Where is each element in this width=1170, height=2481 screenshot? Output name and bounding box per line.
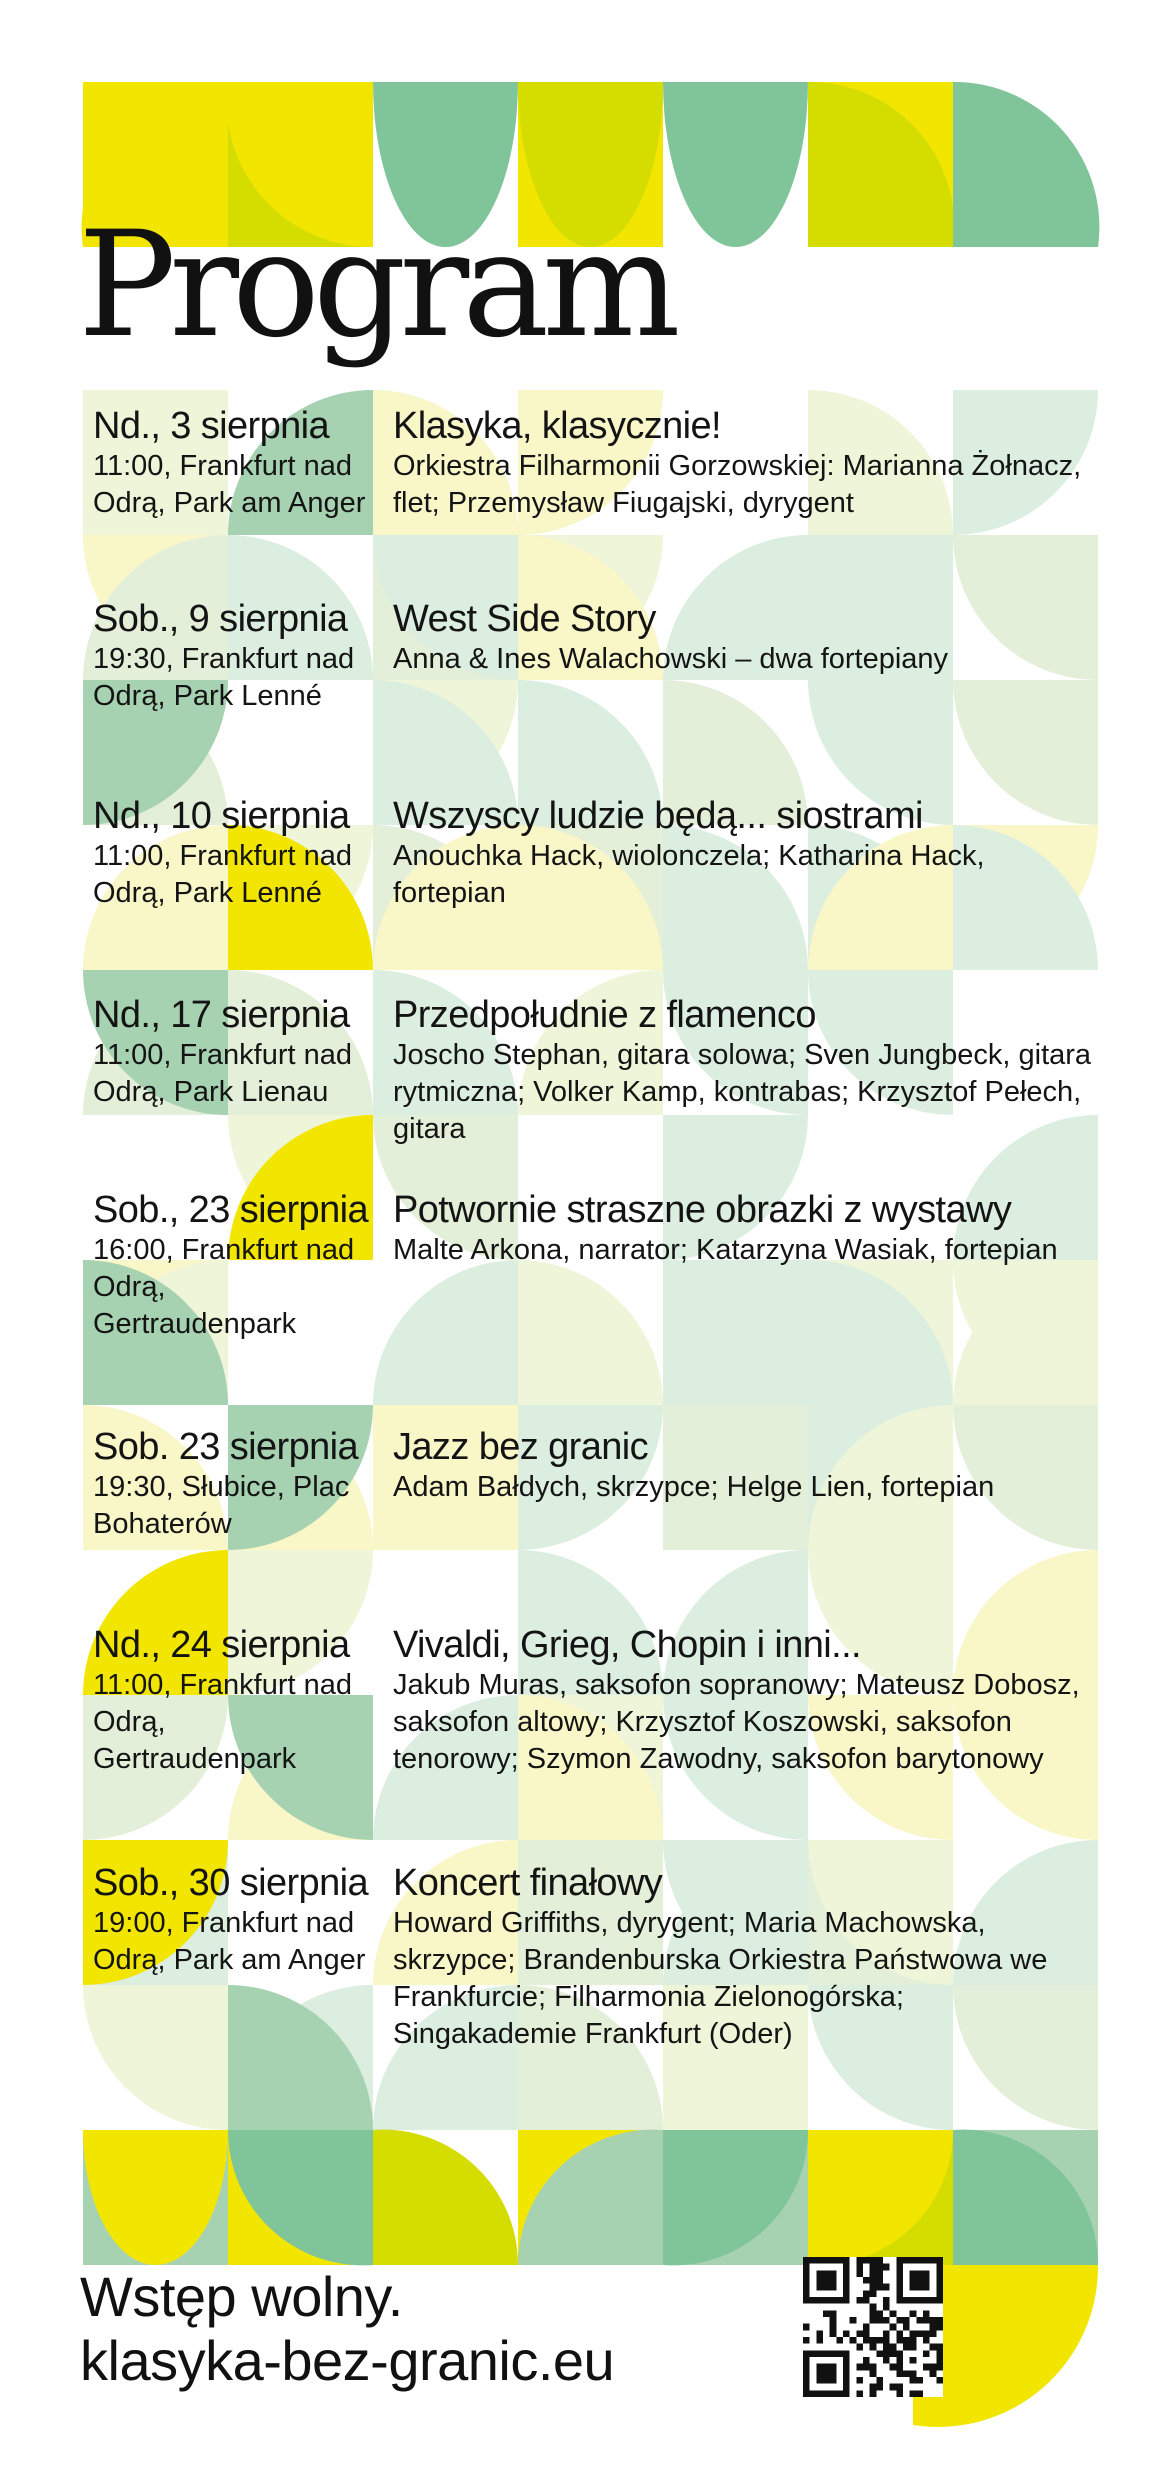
qr-code-icon[interactable]	[803, 2257, 943, 2397]
event-title: Koncert finałowy	[393, 1862, 663, 1904]
decorative-shape	[518, 680, 663, 825]
admission-note: Wstęp wolny.	[80, 2265, 403, 2328]
decorative-shape	[518, 1550, 663, 1695]
decorative-shape	[953, 1840, 1098, 1985]
decorative-shape	[518, 1405, 663, 1550]
decorative-shape	[518, 970, 663, 1115]
decorative-shape	[953, 1115, 1098, 1260]
event-title: Przedpołudnie z flamenco	[393, 994, 816, 1036]
footer	[80, 2265, 614, 2393]
decorative-shape	[663, 1985, 808, 2130]
decorative-shape	[808, 680, 953, 825]
event-performers: Anouchka Hack, wiolonczela; Katharina Hack, fortepian	[393, 840, 985, 909]
decorative-shape	[373, 390, 518, 535]
event-performers: Anna & Ines Walachowski – dwa fortepiany	[393, 643, 949, 675]
decorative-shape	[953, 1985, 1098, 2130]
event-performers: Joscho Stephan, gitara solowa; Sven Jungbeck, gitara rytmiczna; Volker Kamp, kontrabas; Krzysztof Pełech, gitara	[393, 1039, 1092, 1145]
page-title: Program	[78, 200, 674, 370]
decorative-shape	[663, 1550, 808, 1695]
event-title: Klasyka, klasycznie!	[393, 405, 722, 447]
event-date: Sob. 23 sierpnia	[93, 1426, 359, 1468]
decorative-shape	[373, 2130, 518, 2265]
event-date: Nd., 17 sierpnia	[93, 994, 350, 1036]
decorative-shape	[953, 1695, 1098, 1840]
decorative-shape	[953, 535, 1098, 680]
decorative-shape	[228, 970, 373, 1115]
event-date: Nd., 3 sierpnia	[93, 405, 330, 447]
event-venue: 11:00, Frankfurt nad Odrą, Park am Anger	[93, 450, 366, 519]
decorative-shape	[953, 1550, 1098, 1695]
event-title: West Side Story	[393, 598, 656, 640]
event-date: Sob., 23 sierpnia	[93, 1189, 368, 1231]
event-venue: 11:00, Frankfurt nad Odrą, Park Lenné	[93, 840, 353, 909]
decorative-shape	[808, 970, 953, 1115]
decorative-shape	[953, 82, 1099, 247]
decorative-shape	[953, 680, 1098, 825]
event-title: Wszyscy ludzie będą... siostrami	[393, 795, 923, 837]
decorative-shape	[663, 1695, 808, 1840]
decorative-shape	[228, 390, 373, 535]
decorative-shape	[83, 1550, 228, 1695]
decorative-shape	[808, 1550, 953, 1695]
decorative-shape	[373, 1840, 518, 1985]
decorative-shape	[663, 970, 808, 1115]
decorative-shape	[663, 680, 808, 825]
decorative-shape	[228, 1550, 373, 1695]
decorative-shape	[83, 1405, 228, 1550]
decorative-shape	[373, 1985, 518, 2130]
decorative-shape	[953, 390, 1098, 535]
event-venue: 11:00, Frankfurt nad Odrą, Gertraudenpark	[93, 1669, 353, 1775]
decorative-shape	[663, 535, 808, 680]
decorative-shape	[808, 535, 953, 680]
decorative-shape	[83, 1985, 228, 2130]
decorative-shape	[518, 390, 663, 535]
decorative-shape	[373, 1695, 518, 1840]
decorative-shape	[518, 1840, 663, 1985]
event-date: Nd., 10 sierpnia	[93, 795, 350, 837]
event-date: Nd., 24 sierpnia	[93, 1624, 350, 1666]
decorative-shape	[518, 1260, 663, 1405]
decorative-shape	[663, 825, 808, 970]
decorative-shape	[808, 390, 953, 535]
decorative-shape	[83, 825, 228, 970]
decorative-shape	[953, 1405, 1098, 1550]
event-title: Vivaldi, Grieg, Chopin i inni...	[393, 1624, 862, 1666]
decorative-shape	[518, 1985, 663, 2130]
decorative-shape	[373, 1260, 518, 1405]
event-venue: 19:00, Frankfurt nad Odrą, Park am Anger	[93, 1907, 366, 1976]
event-title: Potwornie straszne obrazki z wystawy	[393, 1189, 1012, 1231]
decorative-shape	[373, 1115, 518, 1260]
event-venue: 16:00, Frankfurt nad Odrą, Gertraudenpark	[93, 1234, 355, 1340]
decorative-shape	[228, 535, 373, 680]
decorative-shape	[663, 82, 808, 247]
event-performers: Jakub Muras, saksofon sopranowy; Mateusz Dobosz, saksofon altowy; Krzysztof Koszowski, saksofon tenorowy; Szymon Zawodny, saksofon barytonowy	[393, 1669, 1080, 1775]
event-venue: 11:00, Frankfurt nad Odrą, Park Lienau	[93, 1039, 353, 1108]
decorative-shape	[808, 1985, 953, 2130]
event-venue: 19:30, Słubice, Plac Bohaterów	[93, 1471, 350, 1540]
decorative-shape	[808, 1695, 953, 1840]
decorative-shape	[663, 1115, 808, 1260]
event-date: Sob., 30 sierpnia	[93, 1862, 368, 1904]
event-performers: Orkiestra Filharmonii Gorzowskiej: Marianna Żołnacz, flet; Przemysław Fiugajski, dyrygent	[393, 450, 1082, 519]
website-link[interactable]: klasyka-bez-granic.eu	[80, 2329, 615, 2392]
decorative-shape	[663, 1405, 808, 1550]
event-performers: Howard Griffiths, dyrygent; Maria Machowska, skrzypce; Brandenburska Orkiestra Państwowa we Frankfurcie; Filharmonia Zielonogórska; Singakademie Frankfurt (Oder)	[393, 1907, 1048, 2050]
decorative-shape	[373, 970, 518, 1115]
decorative-shape	[83, 1695, 228, 1840]
event-performers: Adam Bałdych, skrzypce; Helge Lien, fortepian	[393, 1471, 995, 1503]
event-title: Jazz bez granic	[393, 1426, 649, 1468]
event-venue: 19:30, Frankfurt nad Odrą, Park Lenné	[93, 643, 355, 712]
event-date: Sob., 9 sierpnia	[93, 598, 348, 640]
event-performers: Malte Arkona, narrator; Katarzyna Wasiak, fortepian	[393, 1234, 1058, 1266]
